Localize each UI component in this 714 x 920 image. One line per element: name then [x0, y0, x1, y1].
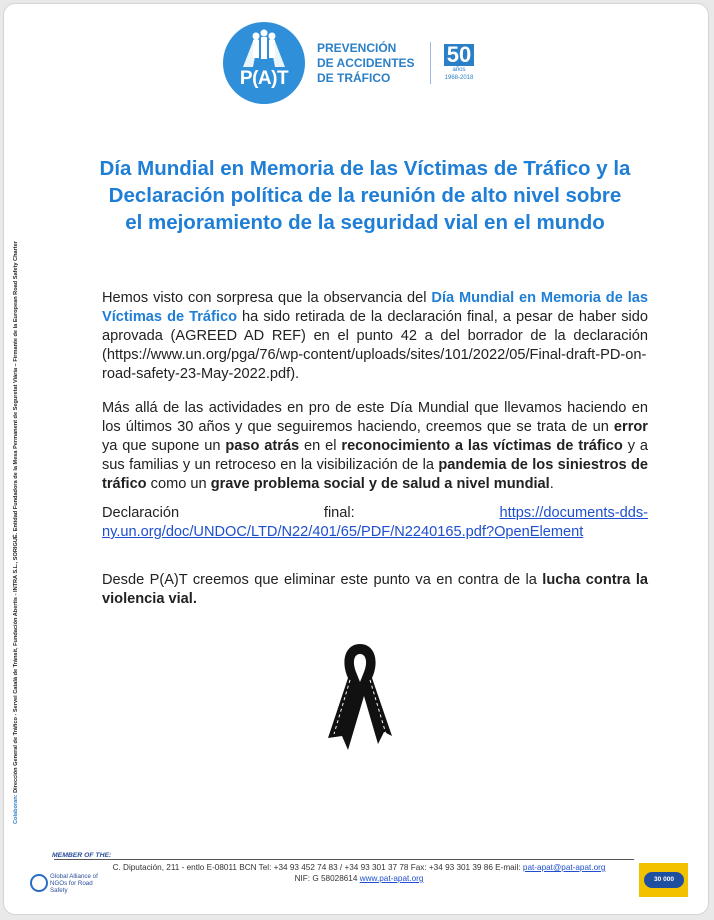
logo-text: P(A)T — [239, 68, 289, 89]
highlight-day: Día Mundial en Memoria de las Víctimas de Tráfico — [102, 290, 648, 325]
global-alliance-logo: Global Alliance of NGOs for Road Safety — [30, 870, 110, 898]
badge-count: 30 000 — [644, 872, 684, 888]
org-name — [317, 41, 415, 86]
footer-web-link[interactable]: www.pat-apat.org — [359, 874, 424, 883]
document-page — [3, 3, 709, 915]
campaign-badge — [639, 863, 688, 897]
footer-nif: NIF: G 58028614 www.pat-apat.org — [294, 874, 424, 883]
org-name-line: DE TRÁFICO — [317, 71, 391, 85]
page-title — [72, 155, 658, 236]
paragraph-1: Hemos visto con sorpresa que la observancia del Día Mundial en Memoria de las Víctimas de Tráfico ha sido retirada de la declaración final, a pesar de haber sido aprovada (AGREED AD REF) en el punto 42 a del borrador de la declaración (https://www.un.org/pga/76/wp-content/uploads/sites/101/2022/05/Final-draft-PD-on-road-safety-23-May-2022.pdf). — [102, 290, 648, 382]
paragraph-4: Desde P(A)T creemos que eliminar este punto va en contra de la lucha contra la violencia vial. — [102, 572, 648, 607]
anniversary-years: 1968-2018 — [444, 75, 474, 81]
sidebar-collaborators — [13, 134, 19, 824]
paragraph-2: Más allá de las actividades en pro de este Día Mundial que llevamos haciendo en los últimos 30 años y que seguiremos haciendo, creemos que se trata de un error ya que supone un paso atrás en el reconocimiento a las víctimas de tráfico y a sus familias y un retroceso en la visibilización de la pandemia de los siniestros de tráfico como un grave problema social y de salud a nivel mundial. — [102, 400, 648, 492]
sidebar-label: Colaboran: — [13, 794, 19, 824]
anniversary-number: 50 — [444, 44, 474, 66]
member-of-label: MEMBER OF THE: — [52, 852, 112, 859]
people-road-icon — [223, 22, 305, 72]
org-name-line: DE ACCIDENTES — [317, 56, 415, 70]
sidebar-text: Dirección General de Tráfico - Servei Català de Trànsit, Fundación Abertis - INTRA S.L., SORIGUÉ. Entidad Fundadora de la Mesa Permanent de Seguretat Viària – Firmante de la European Road Safety Charter — [13, 241, 19, 793]
footer-divider — [54, 859, 634, 860]
paragraph-declaration: Declaración final: https://documents-dds-ny.un.org/doc/UNDOC/LTD/N22/401/65/PDF/N2240165.pdf?OpenElement — [102, 505, 648, 540]
globe-icon — [30, 874, 48, 892]
declaration-link[interactable]: https://documents-dds-ny.un.org/doc/UNDOC/LTD/N22/401/65/PDF/N2240165.pdf?OpenElement — [102, 505, 648, 540]
title-line: Día Mundial en Memoria de las Víctimas de Tráfico y la — [99, 157, 631, 180]
anniversary-word: años — [452, 67, 466, 73]
anniversary-badge — [444, 44, 474, 82]
title-line: el mejoramiento de la seguridad vial en el mundo — [125, 211, 605, 234]
org-name-line: PREVENCIÓN — [317, 41, 397, 55]
logo-divider — [430, 42, 431, 84]
title-line: Declaración política de la reunión de alto nivel sobre — [108, 184, 622, 207]
pat-logo — [223, 22, 305, 104]
footer-address: C. Diputación, 211 - entlo E-08011 BCN Tel: +34 93 452 74 83 / +34 93 301 37 78 Fax: +34 93 301 39 86 E-mail: pat-apat@pat-apat.org — [112, 863, 606, 872]
footer-email-link[interactable]: pat-apat@pat-apat.org — [522, 863, 606, 872]
black-ribbon-icon — [326, 640, 394, 752]
